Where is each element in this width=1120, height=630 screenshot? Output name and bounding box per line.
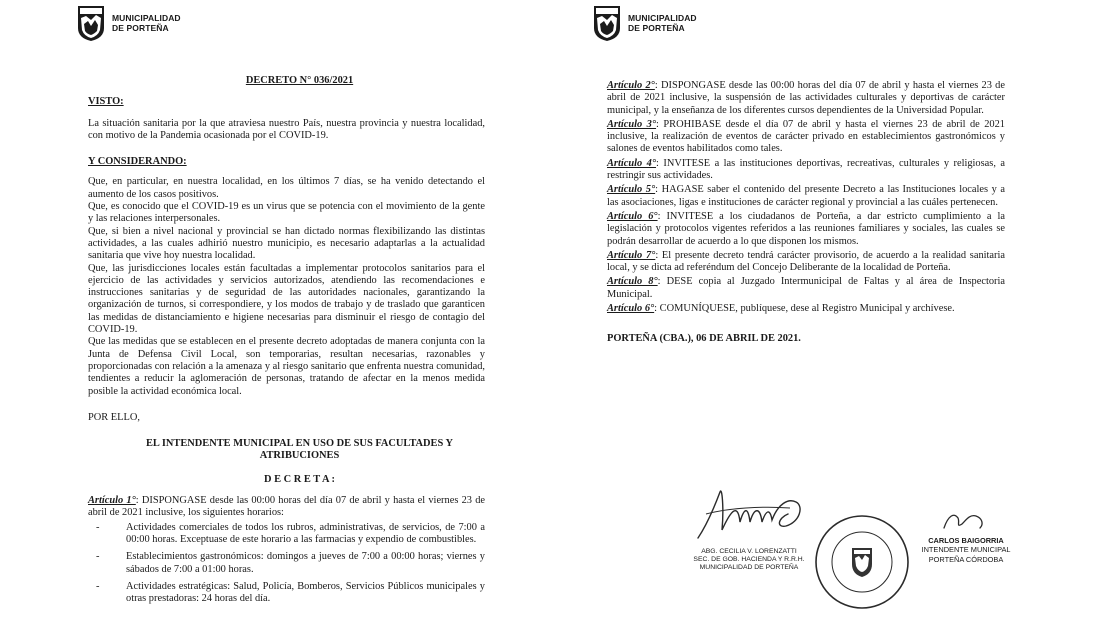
considerando-paragraph: Que, las jurisdicciones locales están facultadas a implementar protocolos sanitarios para el ejercicio de las actividades y servicios autorizados, atendiendo las recomendaciones e instrucciones sanitarias y de seguridad de las autoridades nacionales, garantizando la organización de turnos, si correspondiere, y los modos de trabajo y de traslado que garanticen las medidas de distanciamiento e higiene necesarias para disminuir el riesgo de contagio del COVID-19. [88, 262, 485, 336]
schedule-list [88, 522, 485, 606]
considerando-paragraph: Que, si bien a nivel nacional y provincial se han dictado normas flexibilizando las distintas actividades, a las cuales adhirió nuestro municipio, es necesario adaptarlas a la actualidad sanitaria que vive hoy nuestra localidad. [88, 225, 485, 262]
considerando-list [88, 176, 485, 397]
municipality-name-line2: DE PORTEÑA [112, 23, 169, 33]
decree-body-left [88, 75, 485, 610]
signer-2-name: CARLOS BAIGORRIA [928, 536, 1004, 545]
considerando-paragraph: Que, en particular, en nuestra localidad, en los últimos 7 días, se ha venido detectando el aumento de los casos positivos. [88, 176, 485, 200]
decree-page-2 [560, 0, 1120, 630]
signature-lorenzatti [692, 478, 812, 550]
article-6-text: : INVITESE a los ciudadanos de Porteña, a dar estricto cumplimiento a la legislación y protocolos vigentes referidos a las reuniones familiares y sociales, las cuales se podrán desarrollar de acuerdo a lo que disponen los mismos. [607, 210, 1005, 247]
article-1-text: : DISPONGASE desde las 00:00 horas del día 07 de abril y hasta el viernes 23 de abril de 2021 inclusive, los siguientes horarios: [88, 495, 485, 519]
municipal-header [592, 4, 697, 42]
article-2 [607, 80, 1005, 117]
visto-text: La situación sanitaria por la que atraviesa nuestro País, nuestra provincia y nuestra localidad, con motivo de la Pandemia ocasionada por el COVID-19. [88, 117, 485, 141]
place-date: PORTEÑA (CBA.), 06 DE ABRIL DE 2021. [607, 333, 801, 345]
article-9 [607, 303, 1005, 315]
signer-1-name: ABG. CECILIA V. LORENZATTI [701, 548, 797, 555]
intendente-line-1: EL INTENDENTE MUNICIPAL EN USO DE SUS FACULTADES Y [146, 438, 453, 450]
visto-heading: VISTO: [88, 96, 124, 108]
decree-title: DECRETO N° 036/2021 [245, 75, 354, 86]
schedule-item: - Actividades estratégicas: Salud, Policía, Bomberos, Servicios Públicos municipales y otras prestadoras: 24 horas del día. [88, 581, 485, 606]
article-3 [607, 119, 1005, 156]
municipality-name-line1: MUNICIPALIDAD [628, 13, 697, 23]
schedule-item: - Establecimientos gastronómicos: domingos a jueves de 7:00 a 00:00 horas; viernes y sábados de 7:00 a 01:00 horas. [88, 551, 485, 576]
decree-body-right [607, 80, 1005, 346]
municipal-shield-logo [76, 4, 106, 42]
article-3-text: : PROHIBASE desde el día 07 de abril y hasta el viernes 23 de abril de 2021 inclusive, la realización de eventos de carácter privado en establecimientos gastronómicos y salones de eventos habilitados como tales. [607, 118, 1006, 155]
article-2-label: Artículo 2° [607, 80, 655, 91]
municipal-seal [814, 514, 910, 610]
signer-2-role: INTENDENTE MUNICIPAL [921, 545, 1011, 555]
signer-2-block [906, 536, 1026, 564]
article-5 [607, 184, 1005, 209]
article-1-label: Artículo 1° [88, 495, 136, 507]
article-4 [607, 158, 1005, 183]
municipal-header [76, 4, 181, 42]
municipality-name-line1: MUNICIPALIDAD [112, 13, 181, 23]
municipal-shield-logo [592, 4, 622, 42]
por-ello: POR ELLO, [88, 411, 140, 423]
article-8-text: : DESE copia al Juzgado Intermunicipal de Faltas y al área de Inspectoria Municipal. [607, 276, 1005, 300]
article-8 [607, 276, 1005, 301]
decreta-heading: D E C R E T A : [264, 473, 335, 485]
article-6 [607, 211, 1005, 248]
article-9-text: : COMUNÍQUESE, publíquese, dese al Registro Municipal y archívese. [654, 303, 955, 315]
signature-baigorria [940, 506, 990, 534]
considerando-paragraph: Que las medidas que se establecen en el presente decreto adoptadas de manera conjunta con la Junta de Defensa Civil Local, son temporarias, resultan necesarias, razonables y proporcionadas con relación a la amenaza y al riesgo sanitario que enfrenta nuestra comunidad, tendientes a reducir la aglomeración de personas, tratando de afectar en la menos medida posible la actividad económica local. [88, 336, 485, 397]
considerando-paragraph: Que, es conocido que el COVID-19 es un virus que se potencia con el movimiento de la gente y las relaciones interpersonales. [88, 201, 485, 225]
considerando-heading: Y CONSIDERANDO: [88, 156, 187, 168]
municipality-name [628, 13, 697, 33]
signer-1-block [692, 548, 806, 573]
article-3-label: Artículo 3° [607, 118, 657, 130]
article-4-label: Artículo 4° [607, 157, 657, 169]
article-5-text: : HAGASE saber el contenido del presente Decreto a las Instituciones locales y a las asociaciones, ligas e instituciones de carácter regional y provincial a las cuáles pertenecen. [607, 184, 1006, 208]
intendente-line-2: ATRIBUCIONES [259, 450, 340, 462]
article-4-text: : INVITESE a las instituciones deportivas, recreativas, culturales y religiosas, a restringir sus actividades. [607, 157, 1005, 182]
article-5-label: Artículo 5° [607, 184, 656, 196]
signer-1-role: SEC. DE GOB. HACIENDA Y R.R.H. [693, 556, 805, 564]
signer-1-org: MUNICIPALIDAD DE PORTEÑA [699, 564, 799, 572]
schedule-item: - Actividades comerciales de todos los rubros, administrativas, de servicios, de 7:00 a 00:00 horas. Exceptuase de este horario a las farmacias y expendio de combustibles. [88, 522, 485, 547]
article-7 [607, 250, 1005, 275]
article-2-text: : DISPONGASE desde las 00:00 horas del día 07 de abril y hasta el viernes 23 de abril de 2021 inclusive, la suspensión de las actividades culturales y deportivas de carácter municipal, y la enseñanza de los diferentes cursos dependientes de la Universidad Popular. [607, 80, 1005, 116]
municipality-name-line2: DE PORTEÑA [628, 23, 685, 33]
article-8-label: Artículo 8° [607, 276, 658, 288]
article-7-text: : El presente decreto tendrá carácter provisorio, de acuerdo a la realidad sanitaria local, y se dicta ad referéndum del Concejo Deliberante de la localidad de Porteña. [607, 249, 1006, 274]
article-6-label: Artículo 6° [607, 210, 658, 222]
article-9-label: Artículo 6° [607, 303, 655, 315]
article-7-label: Artículo 7° [607, 249, 656, 261]
article-1 [88, 495, 485, 520]
signer-2-place: PORTEÑA CÓRDOBA [928, 554, 1004, 564]
municipality-name [112, 13, 181, 33]
